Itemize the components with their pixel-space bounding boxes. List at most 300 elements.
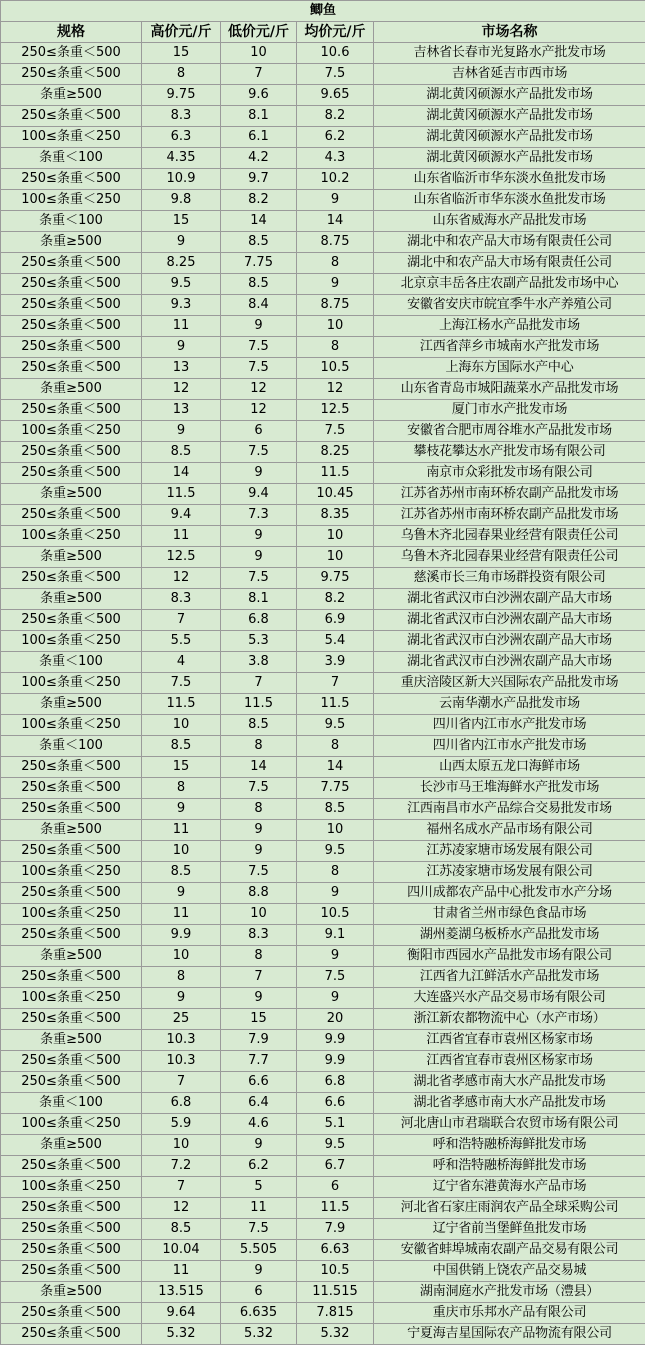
table-row — [1, 904, 645, 925]
column-header-spec: 规格 — [1, 22, 142, 43]
cell-high-price: 9 — [142, 421, 221, 442]
cell-market: 北京京丰岳各庄农副产品批发市场中心 — [374, 274, 645, 295]
cell-market: 湖南洞庭水产批发市场（澧县） — [374, 1282, 645, 1303]
cell-high-price: 7.5 — [142, 673, 221, 694]
cell-spec: 250≤条重＜500 — [1, 169, 142, 190]
cell-avg-price: 4.3 — [297, 148, 374, 169]
cell-high-price: 12 — [142, 568, 221, 589]
cell-high-price: 4.35 — [142, 148, 221, 169]
cell-spec: 100≤条重＜250 — [1, 421, 142, 442]
cell-spec: 条重≥500 — [1, 694, 142, 715]
cell-high-price: 9.9 — [142, 925, 221, 946]
cell-spec: 条重≥500 — [1, 85, 142, 106]
cell-avg-price: 9.5 — [297, 841, 374, 862]
table-row — [1, 673, 645, 694]
cell-low-price: 7 — [221, 967, 297, 988]
table-row — [1, 442, 645, 463]
cell-avg-price: 6.7 — [297, 1156, 374, 1177]
table-row — [1, 400, 645, 421]
table-row — [1, 694, 645, 715]
cell-spec: 条重＜100 — [1, 1093, 142, 1114]
cell-high-price: 11 — [142, 316, 221, 337]
cell-low-price: 9 — [221, 841, 297, 862]
cell-spec: 250≤条重＜500 — [1, 757, 142, 778]
table-row — [1, 631, 645, 652]
table-row — [1, 169, 645, 190]
cell-avg-price: 9 — [297, 883, 374, 904]
cell-low-price: 12 — [221, 379, 297, 400]
cell-avg-price: 9.1 — [297, 925, 374, 946]
cell-market: 厦门市水产批发市场 — [374, 400, 645, 421]
cell-low-price: 8.1 — [221, 106, 297, 127]
cell-high-price: 9 — [142, 883, 221, 904]
cell-low-price: 9 — [221, 463, 297, 484]
cell-market: 中国供销上饶农产品交易城 — [374, 1261, 645, 1282]
cell-avg-price: 9 — [297, 946, 374, 967]
cell-avg-price: 9.9 — [297, 1030, 374, 1051]
cell-spec: 250≤条重＜500 — [1, 610, 142, 631]
cell-avg-price: 8.2 — [297, 589, 374, 610]
cell-spec: 条重≥500 — [1, 1135, 142, 1156]
cell-market: 江西南昌市水产品综合交易批发市场 — [374, 799, 645, 820]
cell-market: 吉林省延吉市西市场 — [374, 64, 645, 85]
cell-market: 山东省青岛市城阳蔬菜水产品批发市场 — [374, 379, 645, 400]
cell-low-price: 11 — [221, 1198, 297, 1219]
cell-low-price: 8 — [221, 736, 297, 757]
cell-low-price: 7.75 — [221, 253, 297, 274]
table-row — [1, 1303, 645, 1324]
table-row — [1, 253, 645, 274]
cell-avg-price: 14 — [297, 757, 374, 778]
cell-spec: 250≤条重＜500 — [1, 505, 142, 526]
cell-spec: 条重＜100 — [1, 652, 142, 673]
table-row — [1, 1156, 645, 1177]
cell-low-price: 7.5 — [221, 358, 297, 379]
cell-high-price: 9.64 — [142, 1303, 221, 1324]
cell-low-price: 10 — [221, 904, 297, 925]
cell-avg-price: 5.32 — [297, 1324, 374, 1345]
table-row — [1, 736, 645, 757]
cell-high-price: 9 — [142, 799, 221, 820]
cell-low-price: 7.5 — [221, 1219, 297, 1240]
cell-low-price: 7.5 — [221, 862, 297, 883]
cell-high-price: 5.32 — [142, 1324, 221, 1345]
cell-low-price: 8.8 — [221, 883, 297, 904]
cell-high-price: 10.9 — [142, 169, 221, 190]
cell-spec: 条重＜100 — [1, 736, 142, 757]
cell-market: 湖北省武汉市白沙洲农副产品大市场 — [374, 631, 645, 652]
cell-avg-price: 8 — [297, 736, 374, 757]
cell-avg-price: 9.5 — [297, 1135, 374, 1156]
cell-market: 重庆涪陵区新大兴国际农产品批发市场 — [374, 673, 645, 694]
table-row — [1, 1135, 645, 1156]
cell-spec: 条重≥500 — [1, 547, 142, 568]
cell-market: 湖北省孝感市南大水产品批发市场 — [374, 1072, 645, 1093]
cell-low-price: 9.4 — [221, 484, 297, 505]
cell-low-price: 6.635 — [221, 1303, 297, 1324]
cell-low-price: 9 — [221, 820, 297, 841]
cell-avg-price: 3.9 — [297, 652, 374, 673]
table-row — [1, 463, 645, 484]
table-body — [1, 43, 645, 1345]
cell-spec: 100≤条重＜250 — [1, 631, 142, 652]
table-row — [1, 379, 645, 400]
table-row — [1, 988, 645, 1009]
cell-low-price: 7.5 — [221, 442, 297, 463]
cell-low-price: 8 — [221, 799, 297, 820]
cell-low-price: 7.5 — [221, 778, 297, 799]
cell-low-price: 6.4 — [221, 1093, 297, 1114]
cell-high-price: 10 — [142, 1135, 221, 1156]
cell-spec: 250≤条重＜500 — [1, 64, 142, 85]
cell-low-price: 6 — [221, 421, 297, 442]
table-row — [1, 589, 645, 610]
table-row — [1, 421, 645, 442]
cell-avg-price: 8.35 — [297, 505, 374, 526]
cell-avg-price: 8 — [297, 862, 374, 883]
table-row — [1, 1114, 645, 1135]
cell-spec: 100≤条重＜250 — [1, 526, 142, 547]
table-row — [1, 64, 645, 85]
cell-avg-price: 9 — [297, 988, 374, 1009]
cell-avg-price: 11.5 — [297, 1198, 374, 1219]
cell-high-price: 13.515 — [142, 1282, 221, 1303]
cell-low-price: 6.2 — [221, 1156, 297, 1177]
cell-low-price: 5 — [221, 1177, 297, 1198]
cell-avg-price: 12 — [297, 379, 374, 400]
cell-spec: 条重＜100 — [1, 211, 142, 232]
cell-high-price: 15 — [142, 43, 221, 64]
cell-spec: 100≤条重＜250 — [1, 862, 142, 883]
cell-market: 衡阳市西园水产品批发市场有限公司 — [374, 946, 645, 967]
cell-low-price: 4.2 — [221, 148, 297, 169]
cell-spec: 250≤条重＜500 — [1, 1051, 142, 1072]
cell-market: 山东省临沂市华东淡水鱼批发市场 — [374, 169, 645, 190]
cell-market: 攀枝花攀达水产批发市场有限公司 — [374, 442, 645, 463]
cell-market: 上海东方国际水产中心 — [374, 358, 645, 379]
cell-high-price: 6.3 — [142, 127, 221, 148]
cell-avg-price: 7 — [297, 673, 374, 694]
cell-market: 河北唐山市君瑞联合农贸市场有限公司 — [374, 1114, 645, 1135]
cell-market: 呼和浩特融桥海鲜批发市场 — [374, 1135, 645, 1156]
cell-low-price: 14 — [221, 757, 297, 778]
cell-avg-price: 5.4 — [297, 631, 374, 652]
cell-spec: 250≤条重＜500 — [1, 337, 142, 358]
cell-avg-price: 8 — [297, 337, 374, 358]
cell-market: 乌鲁木齐北园春果业经营有限责任公司 — [374, 547, 645, 568]
cell-high-price: 9.8 — [142, 190, 221, 211]
cell-low-price: 9 — [221, 1261, 297, 1282]
cell-avg-price: 6.2 — [297, 127, 374, 148]
cell-spec: 条重≥500 — [1, 589, 142, 610]
cell-low-price: 9.6 — [221, 85, 297, 106]
cell-low-price: 9 — [221, 988, 297, 1009]
cell-avg-price: 7.9 — [297, 1219, 374, 1240]
cell-market: 乌鲁木齐北园春果业经营有限责任公司 — [374, 526, 645, 547]
cell-low-price: 8.5 — [221, 232, 297, 253]
cell-avg-price: 8.5 — [297, 799, 374, 820]
cell-spec: 250≤条重＜500 — [1, 106, 142, 127]
cell-market: 云南华潮水产品批发市场 — [374, 694, 645, 715]
cell-high-price: 8.3 — [142, 106, 221, 127]
cell-avg-price: 8.75 — [297, 295, 374, 316]
column-header-high-price: 高价元/斤 — [142, 22, 221, 43]
cell-spec: 100≤条重＜250 — [1, 988, 142, 1009]
table-title: 鲫鱼 — [1, 1, 645, 22]
cell-high-price: 7 — [142, 1072, 221, 1093]
cell-high-price: 11.5 — [142, 484, 221, 505]
cell-avg-price: 6.6 — [297, 1093, 374, 1114]
cell-market: 甘肃省兰州市绿色食品市场 — [374, 904, 645, 925]
cell-spec: 250≤条重＜500 — [1, 463, 142, 484]
table-row — [1, 274, 645, 295]
cell-high-price: 8.5 — [142, 1219, 221, 1240]
cell-market: 江苏凌家塘市场发展有限公司 — [374, 862, 645, 883]
cell-spec: 250≤条重＜500 — [1, 295, 142, 316]
cell-avg-price: 11.515 — [297, 1282, 374, 1303]
cell-avg-price: 9.5 — [297, 715, 374, 736]
cell-low-price: 9 — [221, 526, 297, 547]
cell-high-price: 10.3 — [142, 1051, 221, 1072]
table-row — [1, 841, 645, 862]
cell-low-price: 14 — [221, 211, 297, 232]
table-row — [1, 652, 645, 673]
cell-avg-price: 10 — [297, 820, 374, 841]
table-row — [1, 1324, 645, 1345]
cell-low-price: 5.3 — [221, 631, 297, 652]
cell-avg-price: 10 — [297, 526, 374, 547]
cell-spec: 250≤条重＜500 — [1, 925, 142, 946]
table-row — [1, 85, 645, 106]
cell-avg-price: 11.5 — [297, 694, 374, 715]
cell-market: 湖北中和农产品大市场有限责任公司 — [374, 253, 645, 274]
cell-high-price: 12 — [142, 379, 221, 400]
cell-avg-price: 7.5 — [297, 421, 374, 442]
cell-spec: 250≤条重＜500 — [1, 1261, 142, 1282]
table-row — [1, 799, 645, 820]
table-row — [1, 1093, 645, 1114]
cell-high-price: 10 — [142, 841, 221, 862]
table-row — [1, 862, 645, 883]
cell-high-price: 13 — [142, 358, 221, 379]
cell-low-price: 6.6 — [221, 1072, 297, 1093]
cell-market: 湖州菱湖乌板桥水产品批发市场 — [374, 925, 645, 946]
cell-spec: 条重≥500 — [1, 1030, 142, 1051]
cell-spec: 条重≥500 — [1, 1282, 142, 1303]
cell-avg-price: 8 — [297, 253, 374, 274]
cell-high-price: 8 — [142, 778, 221, 799]
cell-high-price: 8 — [142, 64, 221, 85]
cell-market: 湖北省武汉市白沙洲农副产品大市场 — [374, 589, 645, 610]
cell-high-price: 9 — [142, 988, 221, 1009]
cell-avg-price: 7.5 — [297, 64, 374, 85]
table-row — [1, 232, 645, 253]
cell-market: 湖北省武汉市白沙洲农副产品大市场 — [374, 610, 645, 631]
table-row — [1, 1219, 645, 1240]
cell-high-price: 7 — [142, 610, 221, 631]
cell-avg-price: 10.45 — [297, 484, 374, 505]
cell-low-price: 7 — [221, 64, 297, 85]
cell-high-price: 9 — [142, 337, 221, 358]
table-row — [1, 1240, 645, 1261]
cell-high-price: 12 — [142, 1198, 221, 1219]
cell-low-price: 3.8 — [221, 652, 297, 673]
cell-avg-price: 7.5 — [297, 967, 374, 988]
cell-spec: 250≤条重＜500 — [1, 1009, 142, 1030]
cell-market: 江苏省苏州市南环桥农副产品批发市场 — [374, 505, 645, 526]
cell-high-price: 12.5 — [142, 547, 221, 568]
cell-market: 湖北黄冈硕源水产品批发市场 — [374, 85, 645, 106]
title-row — [1, 1, 645, 22]
cell-spec: 250≤条重＜500 — [1, 316, 142, 337]
cell-avg-price: 10.5 — [297, 904, 374, 925]
table-row — [1, 295, 645, 316]
table-row — [1, 1177, 645, 1198]
cell-high-price: 14 — [142, 463, 221, 484]
cell-market: 山东省临沂市华东淡水鱼批发市场 — [374, 190, 645, 211]
table-row — [1, 820, 645, 841]
cell-avg-price: 9.9 — [297, 1051, 374, 1072]
cell-spec: 250≤条重＜500 — [1, 568, 142, 589]
cell-spec: 250≤条重＜500 — [1, 1072, 142, 1093]
cell-market: 四川成都农产品中心批发市水产分场 — [374, 883, 645, 904]
cell-low-price: 7 — [221, 673, 297, 694]
cell-avg-price: 11.5 — [297, 463, 374, 484]
cell-spec: 250≤条重＜500 — [1, 967, 142, 988]
table-row — [1, 610, 645, 631]
cell-low-price: 7.7 — [221, 1051, 297, 1072]
cell-avg-price: 7.75 — [297, 778, 374, 799]
cell-high-price: 15 — [142, 211, 221, 232]
table-row — [1, 883, 645, 904]
cell-low-price: 7.5 — [221, 337, 297, 358]
cell-low-price: 10 — [221, 43, 297, 64]
cell-market: 江苏凌家塘市场发展有限公司 — [374, 841, 645, 862]
cell-low-price: 6.8 — [221, 610, 297, 631]
cell-low-price: 7.3 — [221, 505, 297, 526]
table-row — [1, 778, 645, 799]
cell-low-price: 5.505 — [221, 1240, 297, 1261]
cell-market: 长沙市马王堆海鲜水产批发市场 — [374, 778, 645, 799]
cell-low-price: 11.5 — [221, 694, 297, 715]
cell-avg-price: 6.8 — [297, 1072, 374, 1093]
cell-spec: 条重≥500 — [1, 232, 142, 253]
cell-market: 慈溪市长三角市场群投资有限公司 — [374, 568, 645, 589]
cell-market: 湖北黄冈硕源水产品批发市场 — [374, 148, 645, 169]
cell-market: 湖北省武汉市白沙洲农副产品大市场 — [374, 652, 645, 673]
table-row — [1, 715, 645, 736]
table-row — [1, 211, 645, 232]
cell-market: 南京市众彩批发市场有限公司 — [374, 463, 645, 484]
cell-market: 浙江新农都物流中心（水产市场） — [374, 1009, 645, 1030]
cell-avg-price: 6.9 — [297, 610, 374, 631]
cell-avg-price: 10 — [297, 316, 374, 337]
cell-avg-price: 14 — [297, 211, 374, 232]
cell-spec: 100≤条重＜250 — [1, 673, 142, 694]
cell-high-price: 8.5 — [142, 862, 221, 883]
cell-low-price: 7.5 — [221, 568, 297, 589]
cell-high-price: 7 — [142, 1177, 221, 1198]
cell-market: 安徽省蚌埠城南农副产品交易有限公司 — [374, 1240, 645, 1261]
cell-low-price: 9 — [221, 316, 297, 337]
cell-avg-price: 7.815 — [297, 1303, 374, 1324]
cell-market: 江西省宜春市袁州区杨家市场 — [374, 1030, 645, 1051]
cell-market: 福州名成水产品市场有限公司 — [374, 820, 645, 841]
cell-high-price: 8.5 — [142, 736, 221, 757]
cell-avg-price: 9.65 — [297, 85, 374, 106]
cell-market: 辽宁省东港黄海水产品市场 — [374, 1177, 645, 1198]
cell-market: 上海江杨水产品批发市场 — [374, 316, 645, 337]
cell-spec: 条重≥500 — [1, 484, 142, 505]
cell-avg-price: 10.5 — [297, 358, 374, 379]
cell-spec: 250≤条重＜500 — [1, 778, 142, 799]
cell-high-price: 8.3 — [142, 589, 221, 610]
table-row — [1, 1072, 645, 1093]
cell-avg-price: 10.6 — [297, 43, 374, 64]
table-row — [1, 484, 645, 505]
cell-avg-price: 8.75 — [297, 232, 374, 253]
table-row — [1, 148, 645, 169]
table-row — [1, 1009, 645, 1030]
cell-high-price: 10 — [142, 715, 221, 736]
cell-low-price: 9 — [221, 1135, 297, 1156]
cell-high-price: 10.04 — [142, 1240, 221, 1261]
cell-high-price: 6.8 — [142, 1093, 221, 1114]
cell-market: 宁夏海吉星国际农产品物流有限公司 — [374, 1324, 645, 1345]
cell-avg-price: 6 — [297, 1177, 374, 1198]
cell-market: 四川省内江市水产批发市场 — [374, 715, 645, 736]
cell-high-price: 13 — [142, 400, 221, 421]
cell-spec: 250≤条重＜500 — [1, 1240, 142, 1261]
cell-market: 四川省内江市水产批发市场 — [374, 736, 645, 757]
cell-spec: 250≤条重＜500 — [1, 400, 142, 421]
table-row — [1, 1198, 645, 1219]
cell-low-price: 8.2 — [221, 190, 297, 211]
cell-spec: 250≤条重＜500 — [1, 274, 142, 295]
cell-market: 重庆市乐邦水产品有限公司 — [374, 1303, 645, 1324]
cell-spec: 100≤条重＜250 — [1, 1114, 142, 1135]
table-row — [1, 547, 645, 568]
cell-high-price: 9.5 — [142, 274, 221, 295]
cell-high-price: 9.75 — [142, 85, 221, 106]
column-header-market: 市场名称 — [374, 22, 645, 43]
cell-avg-price: 10.5 — [297, 1261, 374, 1282]
cell-low-price: 4.6 — [221, 1114, 297, 1135]
cell-spec: 条重＜100 — [1, 148, 142, 169]
table-row — [1, 190, 645, 211]
cell-market: 湖北中和农产品大市场有限责任公司 — [374, 232, 645, 253]
cell-market: 山西太原五龙口海鲜市场 — [374, 757, 645, 778]
cell-high-price: 5.5 — [142, 631, 221, 652]
cell-market: 江西省九江鲜活水产品批发市场 — [374, 967, 645, 988]
cell-market: 河北省石家庄雨润农产品全球采购公司 — [374, 1198, 645, 1219]
cell-avg-price: 20 — [297, 1009, 374, 1030]
cell-high-price: 8.5 — [142, 442, 221, 463]
cell-avg-price: 6.63 — [297, 1240, 374, 1261]
cell-avg-price: 8.2 — [297, 106, 374, 127]
cell-high-price: 10.3 — [142, 1030, 221, 1051]
cell-high-price: 10 — [142, 946, 221, 967]
cell-low-price: 5.32 — [221, 1324, 297, 1345]
cell-market: 江西省萍乡市城南水产批发市场 — [374, 337, 645, 358]
cell-market: 安徽省安庆市皖宜季牛水产养殖公司 — [374, 295, 645, 316]
cell-high-price: 4 — [142, 652, 221, 673]
table-row — [1, 1282, 645, 1303]
cell-high-price: 11 — [142, 1261, 221, 1282]
table-row — [1, 946, 645, 967]
cell-high-price: 15 — [142, 757, 221, 778]
cell-market: 湖北黄冈硕源水产品批发市场 — [374, 127, 645, 148]
